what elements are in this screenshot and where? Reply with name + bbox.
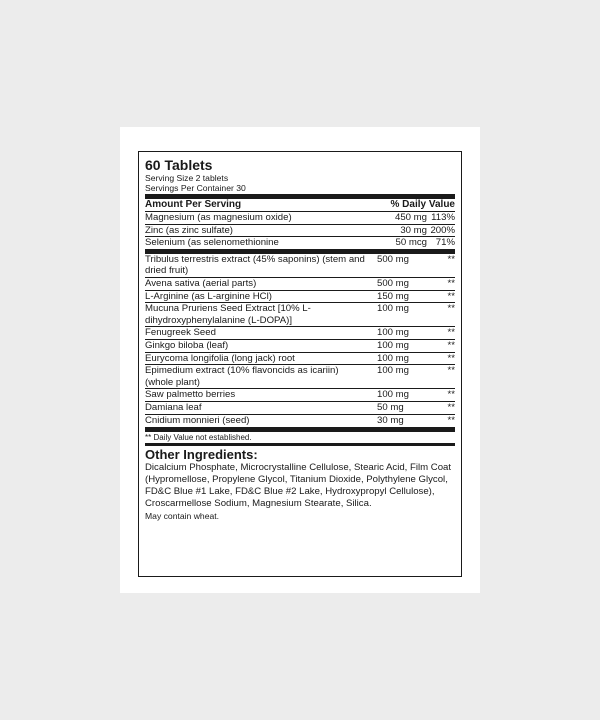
ingredient-amount: 50 mcg bbox=[395, 237, 427, 249]
allergen-note: May contain wheat. bbox=[145, 511, 220, 522]
facts-header bbox=[145, 199, 455, 212]
ingredient-name: Ginkgo biloba (leaf) bbox=[145, 339, 229, 351]
facts-row bbox=[145, 225, 455, 238]
ingredient-daily-value: ** bbox=[447, 277, 455, 289]
facts-row bbox=[145, 303, 455, 327]
vitamin-list bbox=[145, 212, 455, 249]
ingredient-amount: 150 mg bbox=[377, 290, 409, 302]
ingredient-daily-value: ** bbox=[447, 303, 455, 315]
ingredient-amount: 100 mg bbox=[377, 327, 409, 339]
ingredient-amount: 100 mg bbox=[377, 303, 409, 315]
facts-row bbox=[145, 365, 455, 389]
ingredient-daily-value: ** bbox=[447, 327, 455, 339]
ingredient-daily-value: ** bbox=[447, 401, 455, 413]
ingredient-amount: 500 mg bbox=[377, 253, 409, 265]
facts-row bbox=[145, 353, 455, 366]
facts-row bbox=[145, 237, 455, 249]
ingredient-amount: 50 mg bbox=[377, 401, 404, 413]
header-daily-value: % Daily Value bbox=[390, 199, 455, 210]
product-count: 60 Tablets bbox=[145, 157, 213, 173]
ingredient-name: Epimedium extract (10% flavoncids as icariin) (whole plant) bbox=[145, 365, 339, 388]
ingredient-name: Selenium (as selenomethionine bbox=[145, 237, 279, 249]
facts-row bbox=[145, 278, 455, 291]
other-ingredients-text: Dicalcium Phosphate, Microcrystalline Cellulose, Stearic Acid, Film Coat (Hypromellose, Propylene Glycol, Titanium Dioxide, Polythylene Glycol, FD&C Blue #1 Lake, FD&C Blue #2 Lake, Hydroxypropyl Cellulose), Croscarmellose Sodium, Magnesium Stearate, Silica. bbox=[145, 462, 452, 510]
divider bbox=[145, 443, 455, 446]
divider bbox=[145, 427, 455, 432]
ingredient-name: Fenugreek Seed bbox=[145, 327, 216, 339]
ingredient-daily-value: ** bbox=[447, 253, 455, 265]
ingredient-name: Avena sativa (aerial parts) bbox=[145, 277, 257, 289]
supplement-facts-panel bbox=[138, 151, 462, 577]
serving-size: Serving Size 2 tablets bbox=[145, 173, 229, 183]
facts-row bbox=[145, 291, 455, 304]
ingredient-daily-value: ** bbox=[447, 290, 455, 302]
ingredient-daily-value: 113% bbox=[431, 212, 455, 223]
ingredient-name: Tribulus terrestris extract (45% saponins) (stem and dried fruit) bbox=[145, 253, 365, 277]
facts-row bbox=[145, 415, 455, 427]
other-ingredients-heading: Other Ingredients: bbox=[145, 447, 258, 463]
header-amount: Amount Per Serving bbox=[145, 199, 242, 210]
ingredient-amount: 100 mg bbox=[377, 365, 409, 377]
facts-row bbox=[145, 340, 455, 353]
ingredient-amount: 100 mg bbox=[377, 339, 409, 351]
ingredient-amount: 30 mg bbox=[377, 414, 404, 426]
ingredient-name: Damiana leaf bbox=[145, 401, 202, 413]
facts-row bbox=[145, 327, 455, 340]
ingredient-name: L-Arginine (as L-arginine HCl) bbox=[145, 290, 272, 302]
ingredient-daily-value: ** bbox=[447, 365, 455, 377]
ingredient-daily-value: ** bbox=[447, 414, 455, 426]
ingredient-name: Magnesium (as magnesium oxide) bbox=[145, 212, 292, 223]
ingredient-name: Cnidium monnieri (seed) bbox=[145, 414, 250, 426]
facts-row bbox=[145, 212, 455, 225]
facts-row bbox=[145, 389, 455, 402]
ingredient-daily-value: ** bbox=[447, 339, 455, 351]
footnote: ** Daily Value not established. bbox=[145, 433, 252, 443]
ingredient-amount: 450 mg bbox=[395, 212, 427, 223]
ingredient-daily-value: ** bbox=[447, 389, 455, 401]
ingredient-daily-value: ** bbox=[447, 352, 455, 364]
ingredient-name: Mucuna Pruriens Seed Extract [10% L-dihydroxyphenylalanine (L-DOPA)] bbox=[145, 303, 311, 326]
ingredient-name: Eurycoma longifolia (long jack) root bbox=[145, 352, 295, 364]
ingredient-amount: 500 mg bbox=[377, 277, 409, 289]
facts-row bbox=[145, 402, 455, 415]
ingredient-daily-value: 200% bbox=[430, 224, 455, 236]
ingredient-name: Saw palmetto berries bbox=[145, 389, 236, 401]
ingredient-amount: 100 mg bbox=[377, 352, 409, 364]
herb-list bbox=[145, 254, 455, 426]
ingredient-amount: 30 mg bbox=[400, 224, 427, 236]
facts-row bbox=[145, 254, 455, 278]
servings-per-container: Servings Per Container 30 bbox=[145, 183, 246, 193]
ingredient-daily-value: 71% bbox=[435, 237, 455, 249]
ingredient-amount: 100 mg bbox=[377, 389, 409, 401]
ingredient-name: Zinc (as zinc sulfate) bbox=[145, 224, 233, 236]
